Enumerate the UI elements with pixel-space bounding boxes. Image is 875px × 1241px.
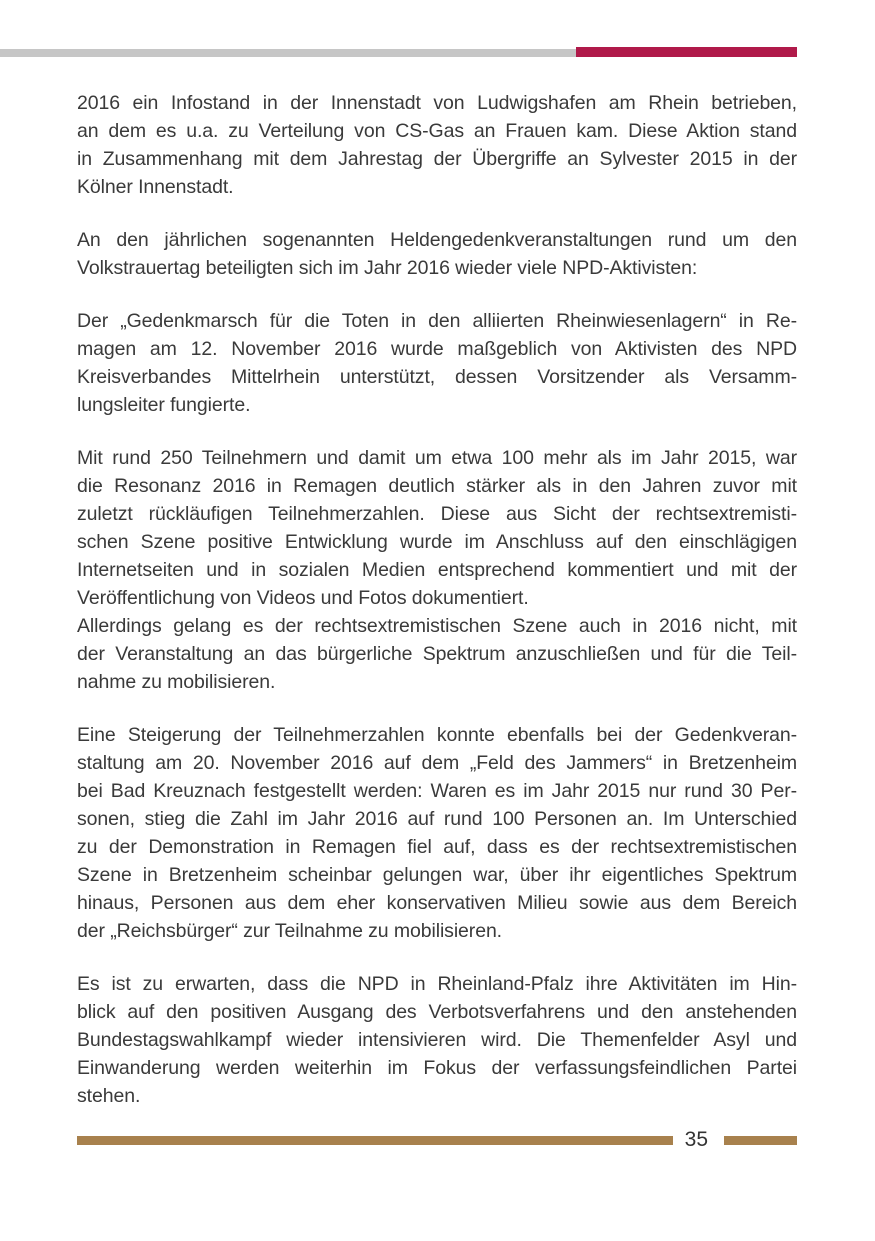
paragraph: [77, 444, 797, 612]
paragraph: [77, 89, 797, 201]
header-rule-gray: [0, 49, 576, 57]
text-line: Szene in Bretzenheim scheinbar gelungen war, über ihr eigentliches Spektrum: [77, 864, 797, 886]
text-line: staltung am 20. November 2016 auf dem „Feld des Jammers“ in Bretzenheim: [77, 752, 797, 774]
footer-rule-right: [724, 1136, 797, 1145]
text-line: die Resonanz 2016 in Remagen deutlich stärker als in den Jahren zuvor mit: [77, 475, 797, 497]
paragraph: [77, 721, 797, 945]
text-line: Internetseiten und in sozialen Medien entsprechend kommentiert und mit der: [77, 559, 797, 581]
text-line: Es ist zu erwarten, dass die NPD in Rheinland-Pfalz ihre Aktivitäten im Hin-: [77, 973, 797, 995]
page-footer: [77, 1128, 797, 1152]
paragraph: [77, 612, 797, 696]
text-line: der Veranstaltung an das bürgerliche Spektrum anzuschließen und für die Teil-: [77, 643, 797, 665]
text-line: Kölner Innenstadt.: [77, 176, 234, 198]
text-line: an dem es u.a. zu Verteilung von CS-Gas an Frauen kam. Diese Aktion stand: [77, 120, 797, 142]
text-line: zuletzt rückläufigen Teilnehmerzahlen. Diese aus Sicht der rechtsextremisti-: [77, 503, 797, 525]
text-line: Volkstrauertag beteiligten sich im Jahr 2016 wieder viele NPD-Aktivisten:: [77, 257, 698, 279]
text-line: 2016 ein Infostand in der Innenstadt von Ludwigshafen am Rhein betrieben,: [77, 92, 797, 114]
paragraph: [77, 970, 797, 1110]
paragraph: [77, 226, 797, 282]
text-line: stehen.: [77, 1085, 141, 1107]
text-line: lungsleiter fungierte.: [77, 394, 251, 416]
text-line: Kreisverbandes Mittelrhein unterstützt, dessen Vorsitzender als Versamm-: [77, 366, 797, 388]
text-line: Eine Steigerung der Teilnehmerzahlen konnte ebenfalls bei der Gedenkveran-: [77, 724, 797, 746]
text-line: hinaus, Personen aus dem eher konservativen Milieu sowie aus dem Bereich: [77, 892, 797, 914]
text-line: nahme zu mobilisieren.: [77, 671, 276, 693]
text-line: magen am 12. November 2016 wurde maßgeblich von Aktivisten des NPD: [77, 338, 797, 360]
footer-rule-left: [77, 1136, 673, 1145]
text-line: Der „Gedenkmarsch für die Toten in den alliierten Rheinwiesenlagern“ in Re-: [77, 310, 797, 332]
text-line: schen Szene positive Entwicklung wurde im Anschluss auf den einschlägigen: [77, 531, 797, 553]
text-line: in Zusammenhang mit dem Jahrestag der Übergriffe an Sylvester 2015 in der: [77, 148, 797, 170]
text-line: der „Reichsbürger“ zur Teilnahme zu mobilisieren.: [77, 920, 503, 942]
text-line: Mit rund 250 Teilnehmern und damit um etwa 100 mehr als im Jahr 2015, war: [77, 447, 797, 469]
text-line: zu der Demonstration in Remagen fiel auf, dass es der rechtsextremistischen: [77, 836, 797, 858]
body-text: [77, 89, 797, 1110]
header-rule-red: [576, 47, 797, 57]
text-line: Allerdings gelang es der rechtsextremistischen Szene auch in 2016 nicht, mit: [77, 615, 797, 637]
text-line: bei Bad Kreuznach festgestellt werden: Waren es im Jahr 2015 nur rund 30 Per-: [77, 780, 797, 802]
text-line: An den jährlichen sogenannten Heldengedenkveranstaltungen rund um den: [77, 229, 797, 251]
paragraph: [77, 307, 797, 419]
text-line: sonen, stieg die Zahl im Jahr 2016 auf rund 100 Personen an. Im Unterschied: [77, 808, 797, 830]
text-line: Veröffentlichung von Videos und Fotos dokumentiert.: [77, 587, 529, 609]
text-line: Bundestagswahlkampf wieder intensivieren wird. Die Themenfelder Asyl und: [77, 1029, 797, 1051]
page-number: 35: [684, 1128, 708, 1151]
text-line: Einwanderung werden weiterhin im Fokus der verfassungsfeindlichen Partei: [77, 1057, 797, 1079]
text-line: blick auf den positiven Ausgang des Verbotsverfahrens und den anstehenden: [77, 1001, 797, 1023]
